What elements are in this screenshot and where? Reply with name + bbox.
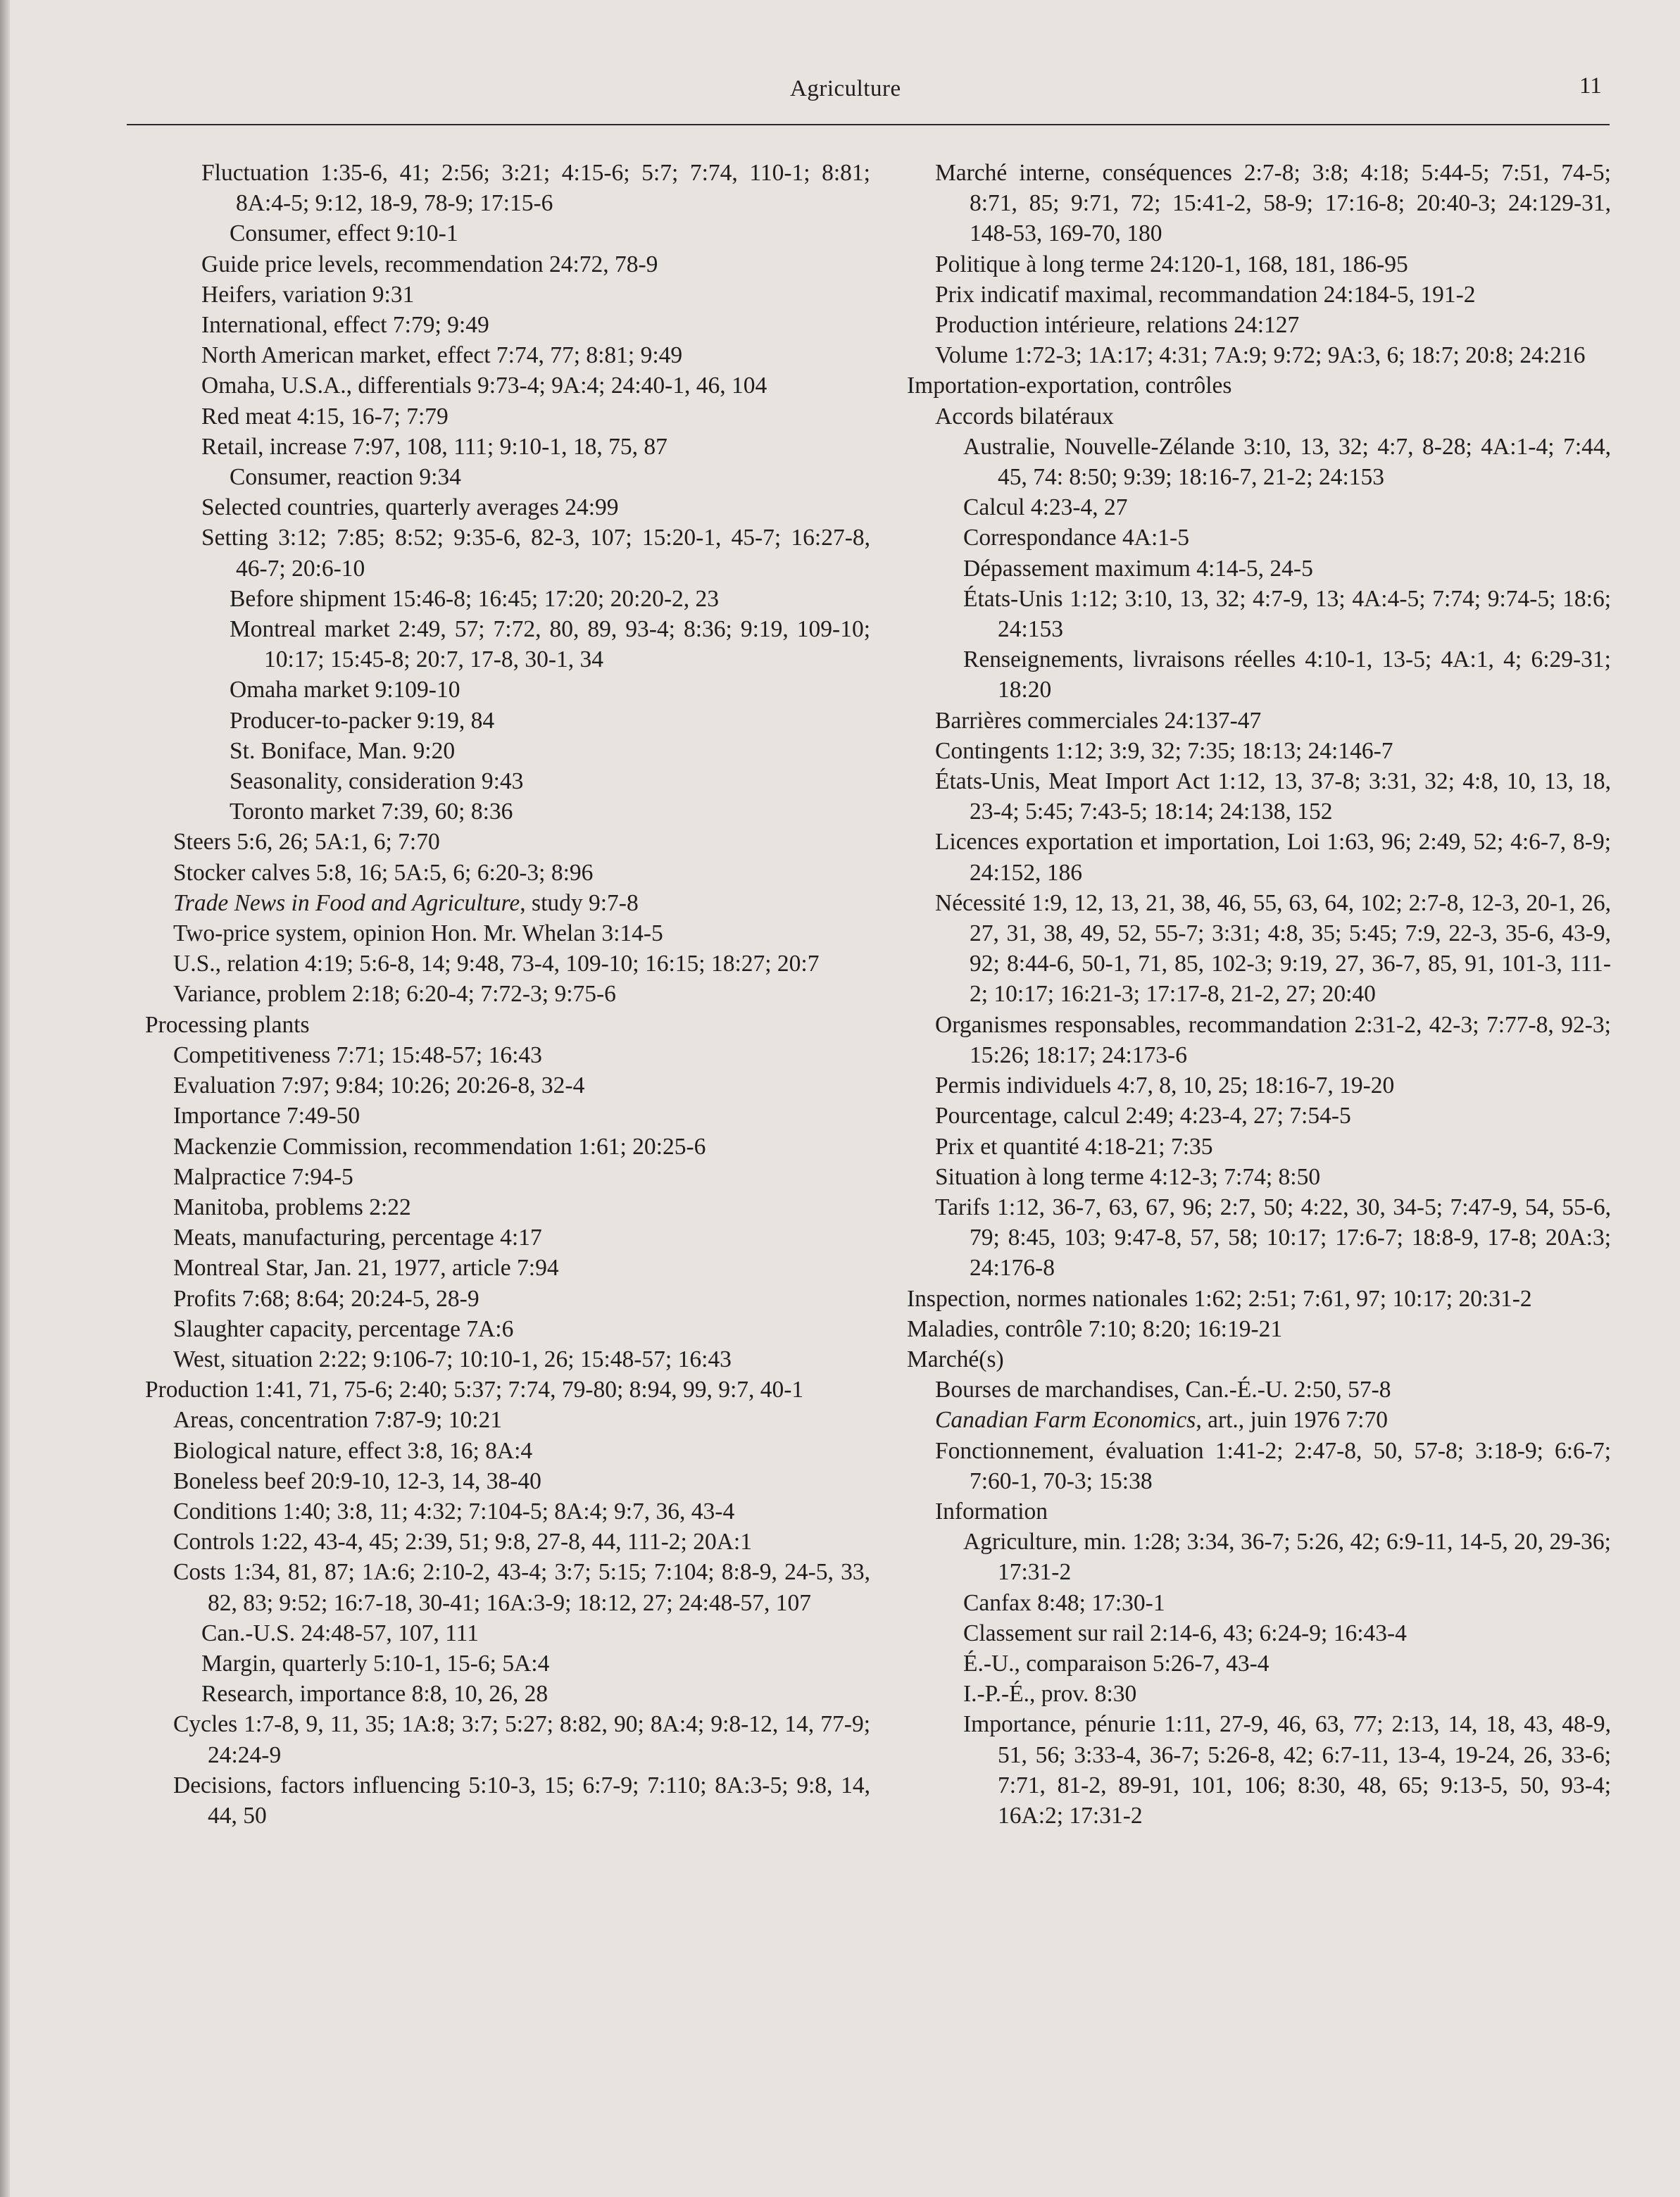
index-entry-text: Pourcentage, calcul 2:49; 4:23-4, 27; 7:54-5 <box>935 1103 1351 1129</box>
index-entry <box>145 827 870 857</box>
index-entry <box>145 584 870 614</box>
index-entry <box>907 1162 1611 1192</box>
index-entry-text: Prix et quantité 4:18-21; 7:35 <box>935 1133 1213 1160</box>
running-head: Agriculture <box>790 76 901 101</box>
index-entry-text: Steers 5:6, 26; 5A:1, 6; 7:70 <box>173 829 440 856</box>
index-entry <box>907 1101 1611 1131</box>
index-entry <box>145 1132 870 1162</box>
index-entry <box>907 492 1611 522</box>
index-entry <box>145 1466 870 1496</box>
index-entry-text: Permis individuels 4:7, 8, 10, 25; 18:16-7, 19-20 <box>935 1072 1395 1099</box>
index-entry <box>145 1375 870 1405</box>
index-entry-text: Tarifs 1:12, 36-7, 63, 67, 96; 2:7, 50; 4:22, 30, 34-5; 7:47-9, 54, 55-6, 79; 8:45, 103; 9:47-8, 57, 58; 10:17; 17:6-7; 18:8-9, 17-8; 20A:3; 24:176-8 <box>935 1194 1611 1282</box>
index-entry <box>907 1010 1611 1070</box>
index-entry-text: Variance, problem 2:18; 6:20-4; 7:72-3; 9:75-6 <box>173 981 616 1008</box>
index-entry <box>907 158 1611 249</box>
index-entry-text: I.-P.-É., prov. 8:30 <box>963 1681 1137 1708</box>
index-entry <box>145 1162 870 1192</box>
index-entry <box>145 492 870 522</box>
index-entry <box>145 280 870 310</box>
index-entry-text: Decisions, factors influencing 5:10-3, 15; 6:7-9; 7:110; 8A:3-5; 9:8, 14, 44, 50 <box>173 1772 870 1829</box>
index-entry <box>145 1284 870 1314</box>
index-entry-text: Selected countries, quarterly averages 24:99 <box>201 494 619 521</box>
index-entry <box>907 310 1611 340</box>
index-entry-text: Seasonality, consideration 9:43 <box>230 768 524 795</box>
index-entry-text: Stocker calves 5:8, 16; 5A:5, 6; 6:20-3; 8:96 <box>173 859 594 886</box>
index-entry-text: Heifers, variation 9:31 <box>201 281 415 308</box>
index-entry <box>145 1436 870 1466</box>
index-entry <box>145 522 870 583</box>
index-entry <box>907 584 1611 644</box>
index-entry <box>145 1557 870 1617</box>
index-entry <box>907 644 1611 705</box>
index-entry-text: Prix indicatif maximal, recommandation 24:184-5, 191-2 <box>935 281 1476 308</box>
index-entry-text: Information <box>935 1498 1048 1525</box>
index-entry <box>907 1709 1611 1831</box>
index-entry-text: Montreal Star, Jan. 21, 1977, article 7:94 <box>173 1255 559 1282</box>
index-entry <box>145 888 870 918</box>
index-entry <box>145 1527 870 1557</box>
index-entry-text: , art., juin 1976 7:70 <box>1196 1407 1388 1434</box>
index-entry-text: Classement sur rail 2:14-6, 43; 6:24-9; 16:43-4 <box>963 1620 1407 1646</box>
index-entry <box>145 370 870 401</box>
index-column-left <box>145 158 870 1831</box>
index-entry <box>907 1192 1611 1284</box>
index-entry <box>145 736 870 766</box>
index-entry <box>907 1284 1611 1314</box>
index-entry-text: Consumer, reaction 9:34 <box>230 464 461 491</box>
index-entry <box>145 462 870 492</box>
index-entry <box>145 706 870 736</box>
index-entry <box>907 340 1611 370</box>
index-entry <box>145 796 870 827</box>
index-entry <box>145 1648 870 1679</box>
index-entry <box>145 310 870 340</box>
index-entry-text: Marché interne, conséquences 2:7-8; 3:8; 4:18; 5:44-5; 7:51, 74-5; 8:71, 85; 9:71, 72; 15:41-2, 58-9; 17:16-8; 20:40-3; 24:129-31, 148-53, 169-70, 180 <box>935 160 1611 247</box>
index-entry-text: Manitoba, problems 2:22 <box>173 1194 411 1220</box>
index-entry <box>145 675 870 705</box>
index-entry-text: Inspection, normes nationales 1:62; 2:51; 7:61, 97; 10:17; 20:31-2 <box>907 1285 1532 1312</box>
index-entry-text: Controls 1:22, 43-4, 45; 2:39, 51; 9:8, 27-8, 44, 111-2; 20A:1 <box>173 1529 752 1556</box>
index-entry-text: Competitiveness 7:71; 15:48-57; 16:43 <box>173 1041 542 1068</box>
index-entry-text: Evaluation 7:97; 9:84; 10:26; 20:26-8, 32-4 <box>173 1072 585 1099</box>
index-entry-text: Accords bilatéraux <box>935 403 1114 430</box>
index-entry <box>907 1132 1611 1162</box>
index-entry <box>907 1436 1611 1496</box>
index-entry-text: Processing plants <box>145 1011 310 1038</box>
index-entry <box>907 827 1611 887</box>
index-entry-text: Margin, quarterly 5:10-1, 15-6; 5A:4 <box>201 1650 550 1677</box>
index-entry-text: International, effect 7:79; 9:49 <box>201 312 489 339</box>
index-entry-text: Conditions 1:40; 3:8, 11; 4:32; 7:104-5; 8A:4; 9:7, 36, 43-4 <box>173 1498 735 1525</box>
header-rule <box>127 124 1610 125</box>
index-entry-title: Canadian Farm Economics <box>935 1407 1196 1434</box>
index-entry-text: Production intérieure, relations 24:127 <box>935 312 1300 339</box>
index-entry-text: Producer-to-packer 9:19, 84 <box>230 707 495 734</box>
index-entry <box>907 522 1611 553</box>
index-entry-text: É.-U., comparaison 5:26-7, 43-4 <box>963 1650 1270 1677</box>
index-entry-text: Marché(s) <box>907 1346 1004 1372</box>
index-entry-text: États-Unis, Meat Import Act 1:12, 13, 37-8; 3:31, 32; 4:8, 10, 13, 18, 23-4; 5:45; 7:43-5; 18:14; 24:138, 152 <box>935 768 1611 825</box>
index-entry <box>907 280 1611 310</box>
index-entry <box>145 432 870 462</box>
index-entry <box>145 766 870 796</box>
index-entry-text: Nécessité 1:9, 12, 13, 21, 38, 46, 55, 63, 64, 102; 2:7-8, 12-3, 20-1, 26, 27, 31, 38, 49, 52, 55-7; 3:31; 4:8, 35; 5:45; 7:9, 22-3, 35-6, 43-9, 92; 8:44-6, 50-1, 71, 85, 102-3; 9:19, 27, 36-7, 85, 91, 101-3, 111-2; 10:17; 16:21-3; 17:17-8, 21-2, 27; 20:40 <box>935 889 1611 1008</box>
index-entry-text: West, situation 2:22; 9:106-7; 10:10-1, 26; 15:48-57; 16:43 <box>173 1346 732 1372</box>
index-entry <box>145 1344 870 1375</box>
index-entry <box>145 1618 870 1648</box>
index-entry <box>907 249 1611 280</box>
index-entry-text: Omaha market 9:109-10 <box>230 677 460 703</box>
index-entry <box>145 1192 870 1222</box>
index-entry-text: Licences exportation et importation, Loi 1:63, 96; 2:49, 52; 4:6-7, 8-9; 24:152, 186 <box>935 829 1611 886</box>
binding-edge <box>0 0 10 2197</box>
index-entry-text: Canfax 8:48; 17:30-1 <box>963 1589 1165 1616</box>
index-entry-text: Consumer, effect 9:10-1 <box>230 220 458 247</box>
index-entry <box>145 249 870 280</box>
index-entry <box>907 1496 1611 1527</box>
index-entry-text: Importance, pénurie 1:11, 27-9, 46, 63, 77; 2:13, 14, 18, 43, 48-9, 51, 56; 3:33-4, 36-7; 5:26-8, 42; 6:7-11, 13-4, 19-24, 26, 33-6; 7:71, 81-2, 89-91, 101, 106; 8:30, 48, 65; 9:13-5, 50, 93-4; 16A:2; 17:31-2 <box>963 1711 1611 1829</box>
index-entry-text: Renseignements, livraisons réelles 4:10-1, 13-5; 4A:1, 4; 6:29-31; 18:20 <box>963 646 1611 703</box>
index-entry <box>907 766 1611 827</box>
index-entry <box>907 1314 1611 1344</box>
index-entry-text: U.S., relation 4:19; 5:6-8, 14; 9:48, 73-4, 109-10; 16:15; 18:27; 20:7 <box>173 951 820 977</box>
index-entry <box>907 888 1611 1010</box>
index-entry <box>145 979 870 1009</box>
index-entry <box>145 1040 870 1070</box>
index-entry-text: Agriculture, min. 1:28; 3:34, 36-7; 5:26, 42; 6:9-11, 14-5, 20, 29-36; 17:31-2 <box>963 1529 1611 1586</box>
index-entry <box>145 1709 870 1770</box>
index-entry-text: Malpractice 7:94-5 <box>173 1163 353 1190</box>
index-entry <box>907 1527 1611 1587</box>
index-entry-text: Fluctuation 1:35-6, 41; 2:56; 3:21; 4:15-6; 5:7; 7:74, 110-1; 8:81; 8A:4-5; 9:12, 18-9, 78-9; 17:15-6 <box>201 160 870 217</box>
index-entry <box>145 858 870 888</box>
index-entry-text: Can.-U.S. 24:48-57, 107, 111 <box>201 1620 479 1646</box>
index-entry <box>145 949 870 979</box>
index-column-right <box>907 158 1611 1831</box>
index-entry-text: Areas, concentration 7:87-9; 10:21 <box>173 1407 503 1434</box>
index-entry-text: Meats, manufacturing, percentage 4:17 <box>173 1225 542 1251</box>
index-entry-text: St. Boniface, Man. 9:20 <box>230 737 456 764</box>
index-entry-text: Setting 3:12; 7:85; 8:52; 9:35-6, 82-3, 107; 15:20-1, 45-7; 16:27-8, 46-7; 20:6-10 <box>201 525 870 582</box>
index-entry <box>145 1770 870 1831</box>
index-entry <box>145 1010 870 1040</box>
index-entry <box>907 1070 1611 1101</box>
index-entry-text: Situation à long terme 4:12-3; 7:74; 8:50 <box>935 1163 1321 1190</box>
index-entry-text: Dépassement maximum 4:14-5, 24-5 <box>963 555 1313 582</box>
index-entry <box>907 706 1611 736</box>
index-entry-text: Barrières commerciales 24:137-47 <box>935 707 1262 734</box>
index-entry <box>145 614 870 675</box>
index-entry-text: Toronto market 7:39, 60; 8:36 <box>230 799 513 825</box>
index-entry-text: Before shipment 15:46-8; 16:45; 17:20; 20:20-2, 23 <box>230 585 720 612</box>
index-entry-text: Volume 1:72-3; 1A:17; 4:31; 7A:9; 9:72; 9A:3, 6; 18:7; 20:8; 24:216 <box>935 342 1586 369</box>
index-entry-text: Importation-exportation, contrôles <box>907 373 1232 399</box>
index-entry-text: Slaughter capacity, percentage 7A:6 <box>173 1315 514 1342</box>
index-entry <box>145 218 870 249</box>
index-entry-text: Bourses de marchandises, Can.-É.-U. 2:50, 57-8 <box>935 1377 1391 1403</box>
index-entry-text: Profits 7:68; 8:64; 20:24-5, 28-9 <box>173 1285 479 1312</box>
index-entry <box>145 1405 870 1435</box>
index-entry-text: Fonctionnement, évaluation 1:41-2; 2:47-8, 50, 57-8; 3:18-9; 6:6-7; 7:60-1, 70-3; 15:38 <box>935 1437 1611 1494</box>
index-entry <box>907 1618 1611 1648</box>
index-entry-text: Organismes responsables, recommandation 2:31-2, 42-3; 7:77-8, 92-3; 15:26; 18:17; 24:173-6 <box>935 1011 1611 1068</box>
index-entry <box>145 340 870 370</box>
index-entry <box>907 370 1611 401</box>
index-entry-text: Biological nature, effect 3:8, 16; 8A:4 <box>173 1437 533 1464</box>
index-entry <box>145 1496 870 1527</box>
index-entry <box>907 1588 1611 1618</box>
index-entry-text: Cycles 1:7-8, 9, 11, 35; 1A:8; 3:7; 5:27; 8:82, 90; 8A:4; 9:8-12, 14, 77-9; 24:24-9 <box>173 1711 870 1768</box>
index-entry-text: Mackenzie Commission, recommendation 1:61; 20:25-6 <box>173 1133 706 1160</box>
index-entry <box>145 1314 870 1344</box>
index-entry-text: Montreal market 2:49, 57; 7:72, 80, 89, 93-4; 8:36; 9:19, 109-10; 10:17; 15:45-8; 20:7, 17-8, 30-1, 34 <box>230 616 870 673</box>
index-entry-text: Correspondance 4A:1-5 <box>963 525 1189 551</box>
index-entry <box>907 1405 1611 1435</box>
index-entry <box>907 401 1611 432</box>
index-entry-text: Australie, Nouvelle-Zélande 3:10, 13, 32; 4:7, 8-28; 4A:1-4; 7:44, 45, 74: 8:50; 9:39; 18:16-7, 21-2; 24:153 <box>963 433 1611 491</box>
index-entry <box>145 918 870 949</box>
index-entry <box>145 1679 870 1709</box>
index-entry <box>145 1101 870 1131</box>
index-entry-title: Trade News in Food and Agriculture <box>173 889 520 916</box>
index-entry-text: Politique à long terme 24:120-1, 168, 181, 186-95 <box>935 251 1408 277</box>
index-entry <box>145 1222 870 1253</box>
index-entry-text: Calcul 4:23-4, 27 <box>963 494 1128 521</box>
index-entry <box>907 432 1611 492</box>
index-entry-text: Guide price levels, recommendation 24:72, 78-9 <box>201 251 658 277</box>
index-entry <box>907 736 1611 766</box>
index-entry <box>907 1344 1611 1375</box>
index-entry-text: Two-price system, opinion Hon. Mr. Whelan 3:14-5 <box>173 920 663 947</box>
index-entry-text: North American market, effect 7:74, 77; 8:81; 9:49 <box>201 342 683 369</box>
index-entry-text: Costs 1:34, 81, 87; 1A:6; 2:10-2, 43-4; 3:7; 5:15; 7:104; 8:8-9, 24-5, 33, 82, 83; 9:52; 16:7-18, 30-41; 16A:3-9; 18:12, 27; 24:48-57, 107 <box>173 1559 870 1616</box>
index-entry-text: Importance 7:49-50 <box>173 1103 361 1129</box>
index-entry <box>907 553 1611 584</box>
index-entry-text: Production 1:41, 71, 75-6; 2:40; 5:37; 7:74, 79-80; 8:94, 99, 9:7, 40-1 <box>145 1377 804 1403</box>
index-entry <box>907 1375 1611 1405</box>
index-entry-text: Retail, increase 7:97, 108, 111; 9:10-1, 18, 75, 87 <box>201 433 667 460</box>
index-entry <box>907 1648 1611 1679</box>
index-entry-text: Boneless beef 20:9-10, 12-3, 14, 38-40 <box>173 1467 541 1494</box>
page-number: 11 <box>1579 73 1602 99</box>
index-entry <box>145 1070 870 1101</box>
index-entry <box>907 1679 1611 1709</box>
index-entry-text: , study 9:7-8 <box>520 889 639 916</box>
index-entry <box>145 401 870 432</box>
index-entry <box>145 1253 870 1283</box>
index-entry-text: Contingents 1:12; 3:9, 32; 7:35; 18:13; 24:146-7 <box>935 737 1393 764</box>
index-entry-text: Omaha, U.S.A., differentials 9:73-4; 9A:4; 24:40-1, 46, 104 <box>201 373 767 399</box>
index-entry-text: Maladies, contrôle 7:10; 8:20; 16:19-21 <box>907 1315 1283 1342</box>
index-entry-text: Research, importance 8:8, 10, 26, 28 <box>201 1681 548 1708</box>
index-entry-text: États-Unis 1:12; 3:10, 13, 32; 4:7-9, 13; 4A:4-5; 7:74; 9:74-5; 18:6; 24:153 <box>963 585 1611 643</box>
index-entry-text: Red meat 4:15, 16-7; 7:79 <box>201 403 449 430</box>
index-entry <box>145 158 870 218</box>
